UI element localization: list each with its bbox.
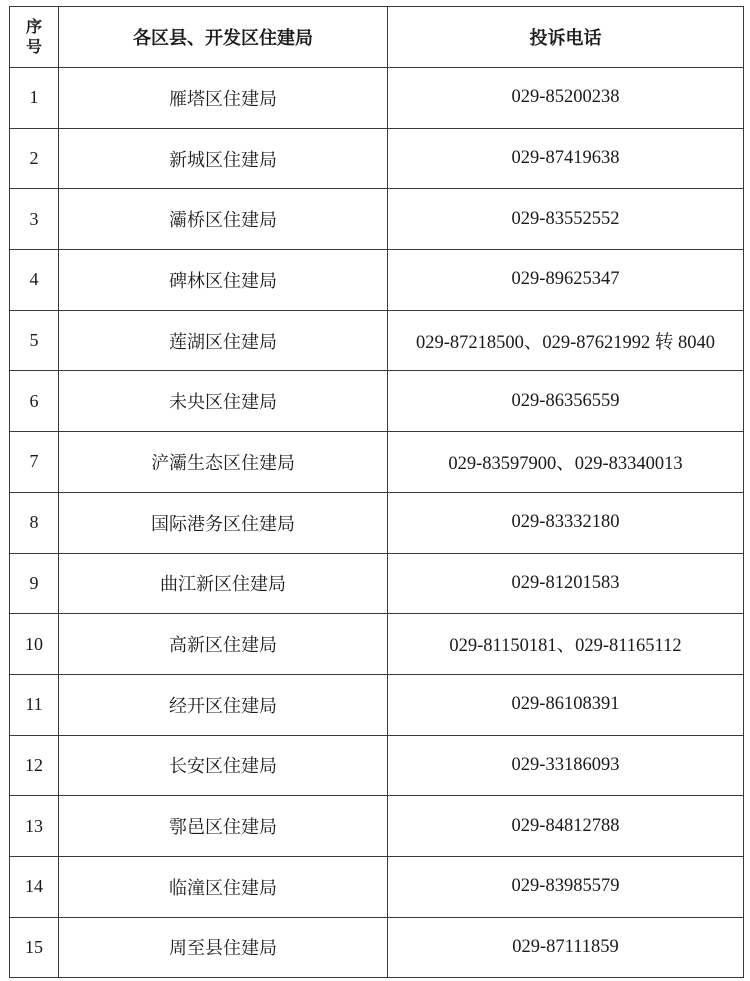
row-index: 2 (10, 128, 59, 189)
complaint-phone: 029-83985579 (388, 856, 744, 917)
table-row (10, 310, 744, 371)
bureau-column-header: 各区县、开发区住建局 (59, 7, 388, 68)
table-row (10, 856, 744, 917)
complaint-phone: 029-86356559 (388, 371, 744, 432)
table-row (10, 128, 744, 189)
complaint-phone: 029-89625347 (388, 250, 744, 311)
complaint-phone: 029-87111859 (388, 917, 744, 978)
complaint-phone: 029-83552552 (388, 189, 744, 250)
bureau-name: 浐灞生态区住建局 (59, 432, 388, 493)
table-row (10, 250, 744, 311)
table-row (10, 68, 744, 129)
bureau-name: 长安区住建局 (59, 735, 388, 796)
bureau-name: 碑林区住建局 (59, 250, 388, 311)
row-index: 4 (10, 250, 59, 311)
row-index: 7 (10, 432, 59, 493)
row-index: 15 (10, 917, 59, 978)
row-index: 10 (10, 614, 59, 675)
table-row (10, 735, 744, 796)
table-header-row (10, 7, 744, 68)
bureau-name: 莲湖区住建局 (59, 310, 388, 371)
complaint-phone: 029-87218500、029-87621992 转 8040 (388, 310, 744, 371)
bureau-name: 曲江新区住建局 (59, 553, 388, 614)
complaint-phone: 029-83597900、029-83340013 (388, 432, 744, 493)
row-index: 8 (10, 492, 59, 553)
index-column-header (10, 7, 59, 68)
bureau-name: 高新区住建局 (59, 614, 388, 675)
table-row (10, 917, 744, 978)
row-index: 6 (10, 371, 59, 432)
table-row (10, 553, 744, 614)
row-index: 11 (10, 674, 59, 735)
row-index: 9 (10, 553, 59, 614)
table-row (10, 614, 744, 675)
table-body (10, 68, 744, 978)
complaint-phone: 029-33186093 (388, 735, 744, 796)
complaint-phone: 029-81150181、029-81165112 (388, 614, 744, 675)
phone-column-header: 投诉电话 (388, 7, 744, 68)
table-row (10, 371, 744, 432)
bureau-name: 灞桥区住建局 (59, 189, 388, 250)
bureau-name: 未央区住建局 (59, 371, 388, 432)
complaint-phone: 029-86108391 (388, 674, 744, 735)
table-row (10, 674, 744, 735)
complaint-phone: 029-81201583 (388, 553, 744, 614)
table-row (10, 189, 744, 250)
complaint-phone: 029-84812788 (388, 796, 744, 857)
row-index: 13 (10, 796, 59, 857)
table-row (10, 796, 744, 857)
row-index: 3 (10, 189, 59, 250)
bureau-name: 雁塔区住建局 (59, 68, 388, 129)
bureau-name: 鄠邑区住建局 (59, 796, 388, 857)
complaint-phone: 029-87419638 (388, 128, 744, 189)
row-index: 14 (10, 856, 59, 917)
bureau-name: 临潼区住建局 (59, 856, 388, 917)
row-index: 5 (10, 310, 59, 371)
row-index: 12 (10, 735, 59, 796)
table-row (10, 432, 744, 493)
bureau-name: 周至县住建局 (59, 917, 388, 978)
bureau-name: 国际港务区住建局 (59, 492, 388, 553)
index-header-char-2: 号 (25, 37, 42, 56)
table-row (10, 492, 744, 553)
complaint-phone: 029-83332180 (388, 492, 744, 553)
index-header-char-1: 序 (25, 17, 42, 36)
bureau-name: 新城区住建局 (59, 128, 388, 189)
complaint-phone-table (9, 6, 744, 978)
complaint-phone: 029-85200238 (388, 68, 744, 129)
row-index: 1 (10, 68, 59, 129)
bureau-name: 经开区住建局 (59, 674, 388, 735)
